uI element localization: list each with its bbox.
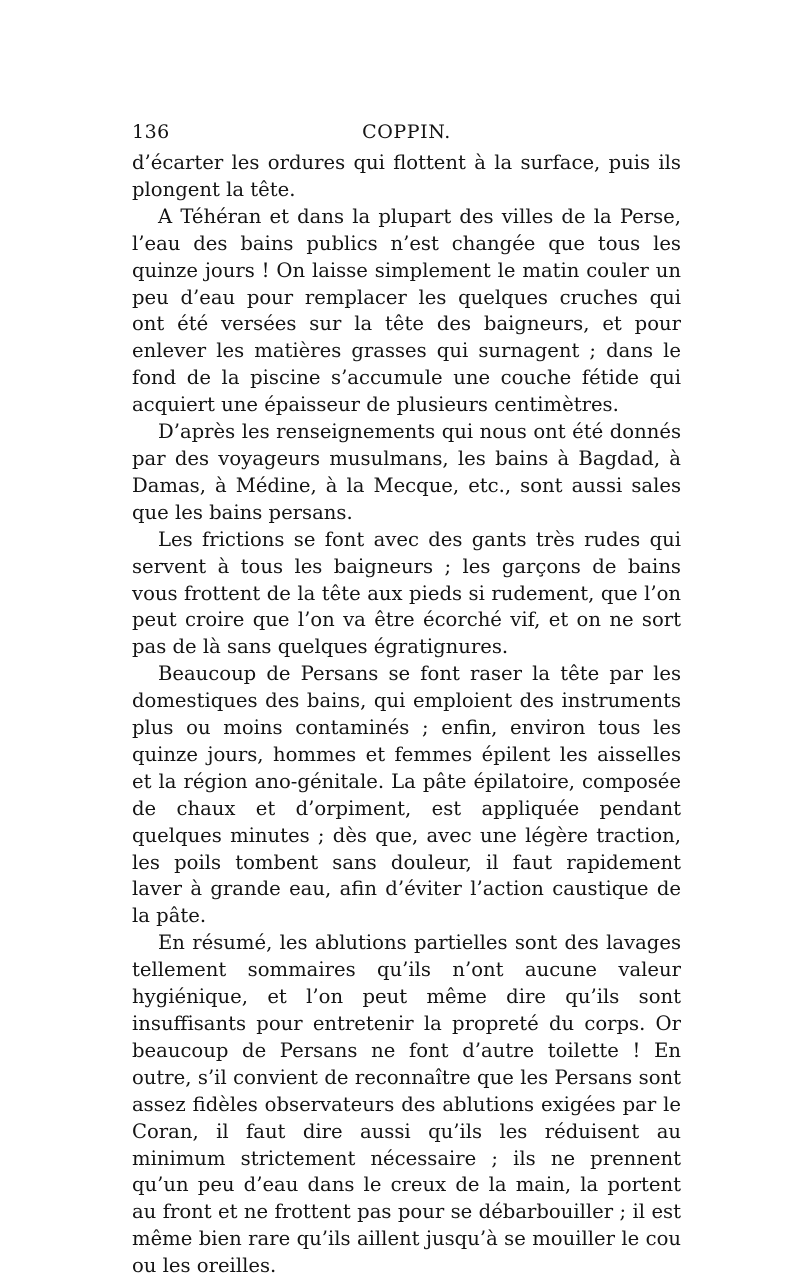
- paragraph-other-cities: D’après les renseignements qui nous ont été donnés par des voyageurs musulmans, les bains à Bagdad, à Damas, à Médine, à la Mecque, etc., sont aussi sales que les bains persans.: [132, 420, 681, 524]
- paragraph-shaving-depilation: Beaucoup de Persans se font raser la tête par les domestiques des bains, qui emploient des instruments plus ou moins contaminés ; enfin, environ tous les quinze jours, hommes et femmes épilent les aisselles et la région ano-génitale. La pâte épilatoire, composée de chaux et d’orpiment, est appliquée pendant quelques minutes ; dès que, avec une légère traction, les poils tombent sans douleur, il faut rapidement laver à grande eau, afin d’éviter l’action caustique de la pâte.: [132, 662, 681, 928]
- running-title: COPPIN.: [362, 121, 451, 143]
- body-text: [132, 150, 681, 1280]
- running-head: [132, 118, 681, 146]
- paragraph-teheran-baths: A Téhéran et dans la plupart des villes de la Perse, l’eau des bains publics n’est changée que tous les quinze jours ! On laisse simplement le matin couler un peu d’eau pour remplacer les quelques cruches qui ont été versées sur la tête des baigneurs, et pour enlever les matières grasses qui surnagent ; dans le fond de la piscine s’accumule une couche fétide qui acquiert une épaisseur de plusieurs centimètres.: [132, 204, 681, 417]
- paragraph-summary: En résumé, les ablutions partielles sont des lavages tellement sommaires qu’ils n’ont aucune valeur hygiénique, et l’on peut même dire qu’ils sont insuffisants pour entretenir la propreté du corps. Or beaucoup de Persans ne font d’autre toilette ! En outre, s’il convient de reconnaître que les Persans sont assez fidèles observateurs des ablutions exigées par le Coran, il faut dire aussi qu’ils les réduisent au minimum strictement nécessaire ; ils ne prennent qu’un peu d’eau dans le creux de la main, la portent au front et ne frottent pas pour se débarbouiller ; il est même bien rare qu’ils aillent jusqu’à se mouiller le cou ou les oreilles.: [132, 931, 681, 1278]
- paragraph-continuation: d’écarter les ordures qui flottent à la surface, puis ils plongent la tête.: [132, 151, 681, 201]
- page-number: 136: [132, 121, 170, 143]
- paragraph-frictions: Les frictions se font avec des gants très rudes qui servent à tous les baigneurs ; les garçons de bains vous frottent de la tête aux pieds si rudement, que l’on peut croire que l’on va être écorché vif, et on ne sort pas de là sans quelques égratignures.: [132, 527, 681, 659]
